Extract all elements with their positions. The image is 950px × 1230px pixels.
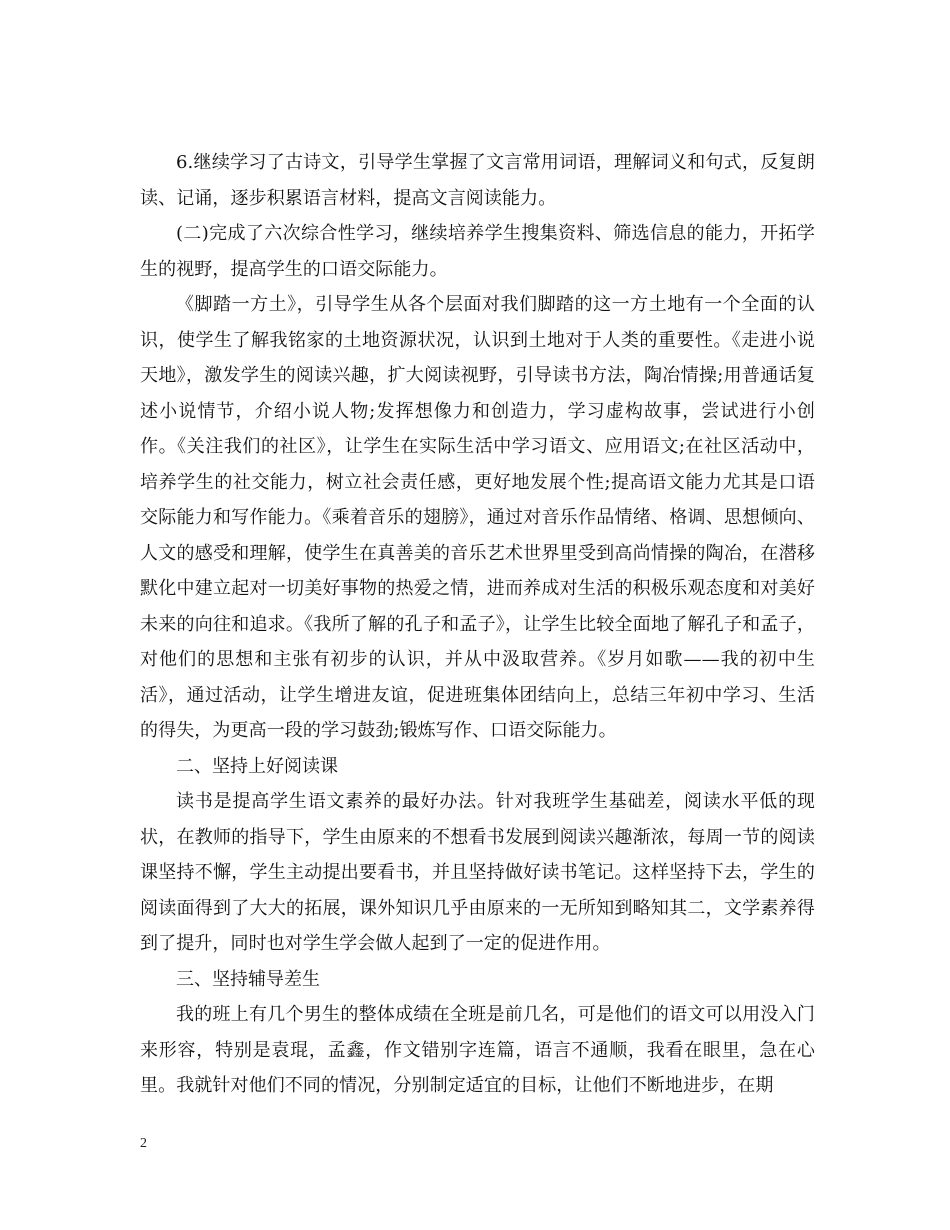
paragraph-reading: 读书是提高学生语文素养的最好办法。针对我班学生基础差，阅读水平低的现状，在教师的指导下，学生由原来的不想看书发展到阅读兴趣渐浓，每周一节的阅读课坚持不懈，学生主动提出要看书，并且坚持做好读书笔记。这样坚持下去，学生的阅读面得到了大大的拓展，课外知识几乎由原来的一无所知到略知其二，文学素养得到了提升，同时也对学生学会做人起到了一定的促进作用。: [140, 791, 815, 954]
paragraph-comprehensive-learning: (二)完成了六次综合性学习，继续培养学生搜集资料、筛选信息的能力，开拓学生的视野，提高学生的口语交际能力。: [140, 223, 815, 280]
paragraph-ancient-poetry: 6.继续学习了古诗文，引导学生掌握了文言常用词语，理解词义和句式，反复朗读、记诵，逐步积累语言材料，提高文言阅读能力。: [140, 152, 815, 209]
section-heading-tutoring: 三、坚持辅导差生: [176, 968, 320, 990]
document-body: [140, 145, 815, 1104]
page-number: 2: [140, 1136, 147, 1151]
paragraph-tutoring: 我的班上有几个男生的整体成绩在全班是前几名，可是他们的语文可以用没入门来形容，特别是袁琨，孟鑫，作文错别字连篇，语言不通顺，我看在眼里，急在心里。我就针对他们不同的情况，分别制定适宜的目标，让他们不断地进步，在期: [140, 1004, 815, 1096]
section-heading-reading-class: 二、坚持上好阅读课: [176, 755, 338, 777]
paragraph-activities: 《脚踏一方土》，引导学生从各个层面对我们脚踏的这一方土地有一个全面的认识，使学生了解我铭家的土地资源状况，认识到土地对于人类的重要性。《走进小说天地》，激发学生的阅读兴趣，扩大阅读视野，引导读书方法，陶冶情操;用普通话复述小说情节，介绍小说人物;发挥想像力和创造力，学习虚构故事，尝试进行小创作。《关注我们的社区》，让学生在实际生活中学习语文、应用语文;在社区活动中，培养学生的社交能力，树立社会责任感，更好地发展个性;提高语文能力尤其是口语交际能力和写作能力。《乘着音乐的翅膀》，通过对音乐作品情绪、格调、思想倾向、人文的感受和理解，使学生在真善美的音乐艺术世界里受到高尚情操的陶冶，在潜移默化中建立起对一切美好事物的热爱之情，进而养成对生活的积极乐观态度和对美好未来的向往和追求。《我所了解的孔子和孟子》，让学生比较全面地了解孔子和孟子，对他们的思想和主张有初步的认识，并从中汲取营养。《岁月如歌——我的初中生活》，通过活动，让学生增进友谊，促进班集体团结向上，总结三年初中学习、生活的得失，为更高一段的学习鼓劲;锻炼写作、口语交际能力。: [140, 294, 815, 741]
